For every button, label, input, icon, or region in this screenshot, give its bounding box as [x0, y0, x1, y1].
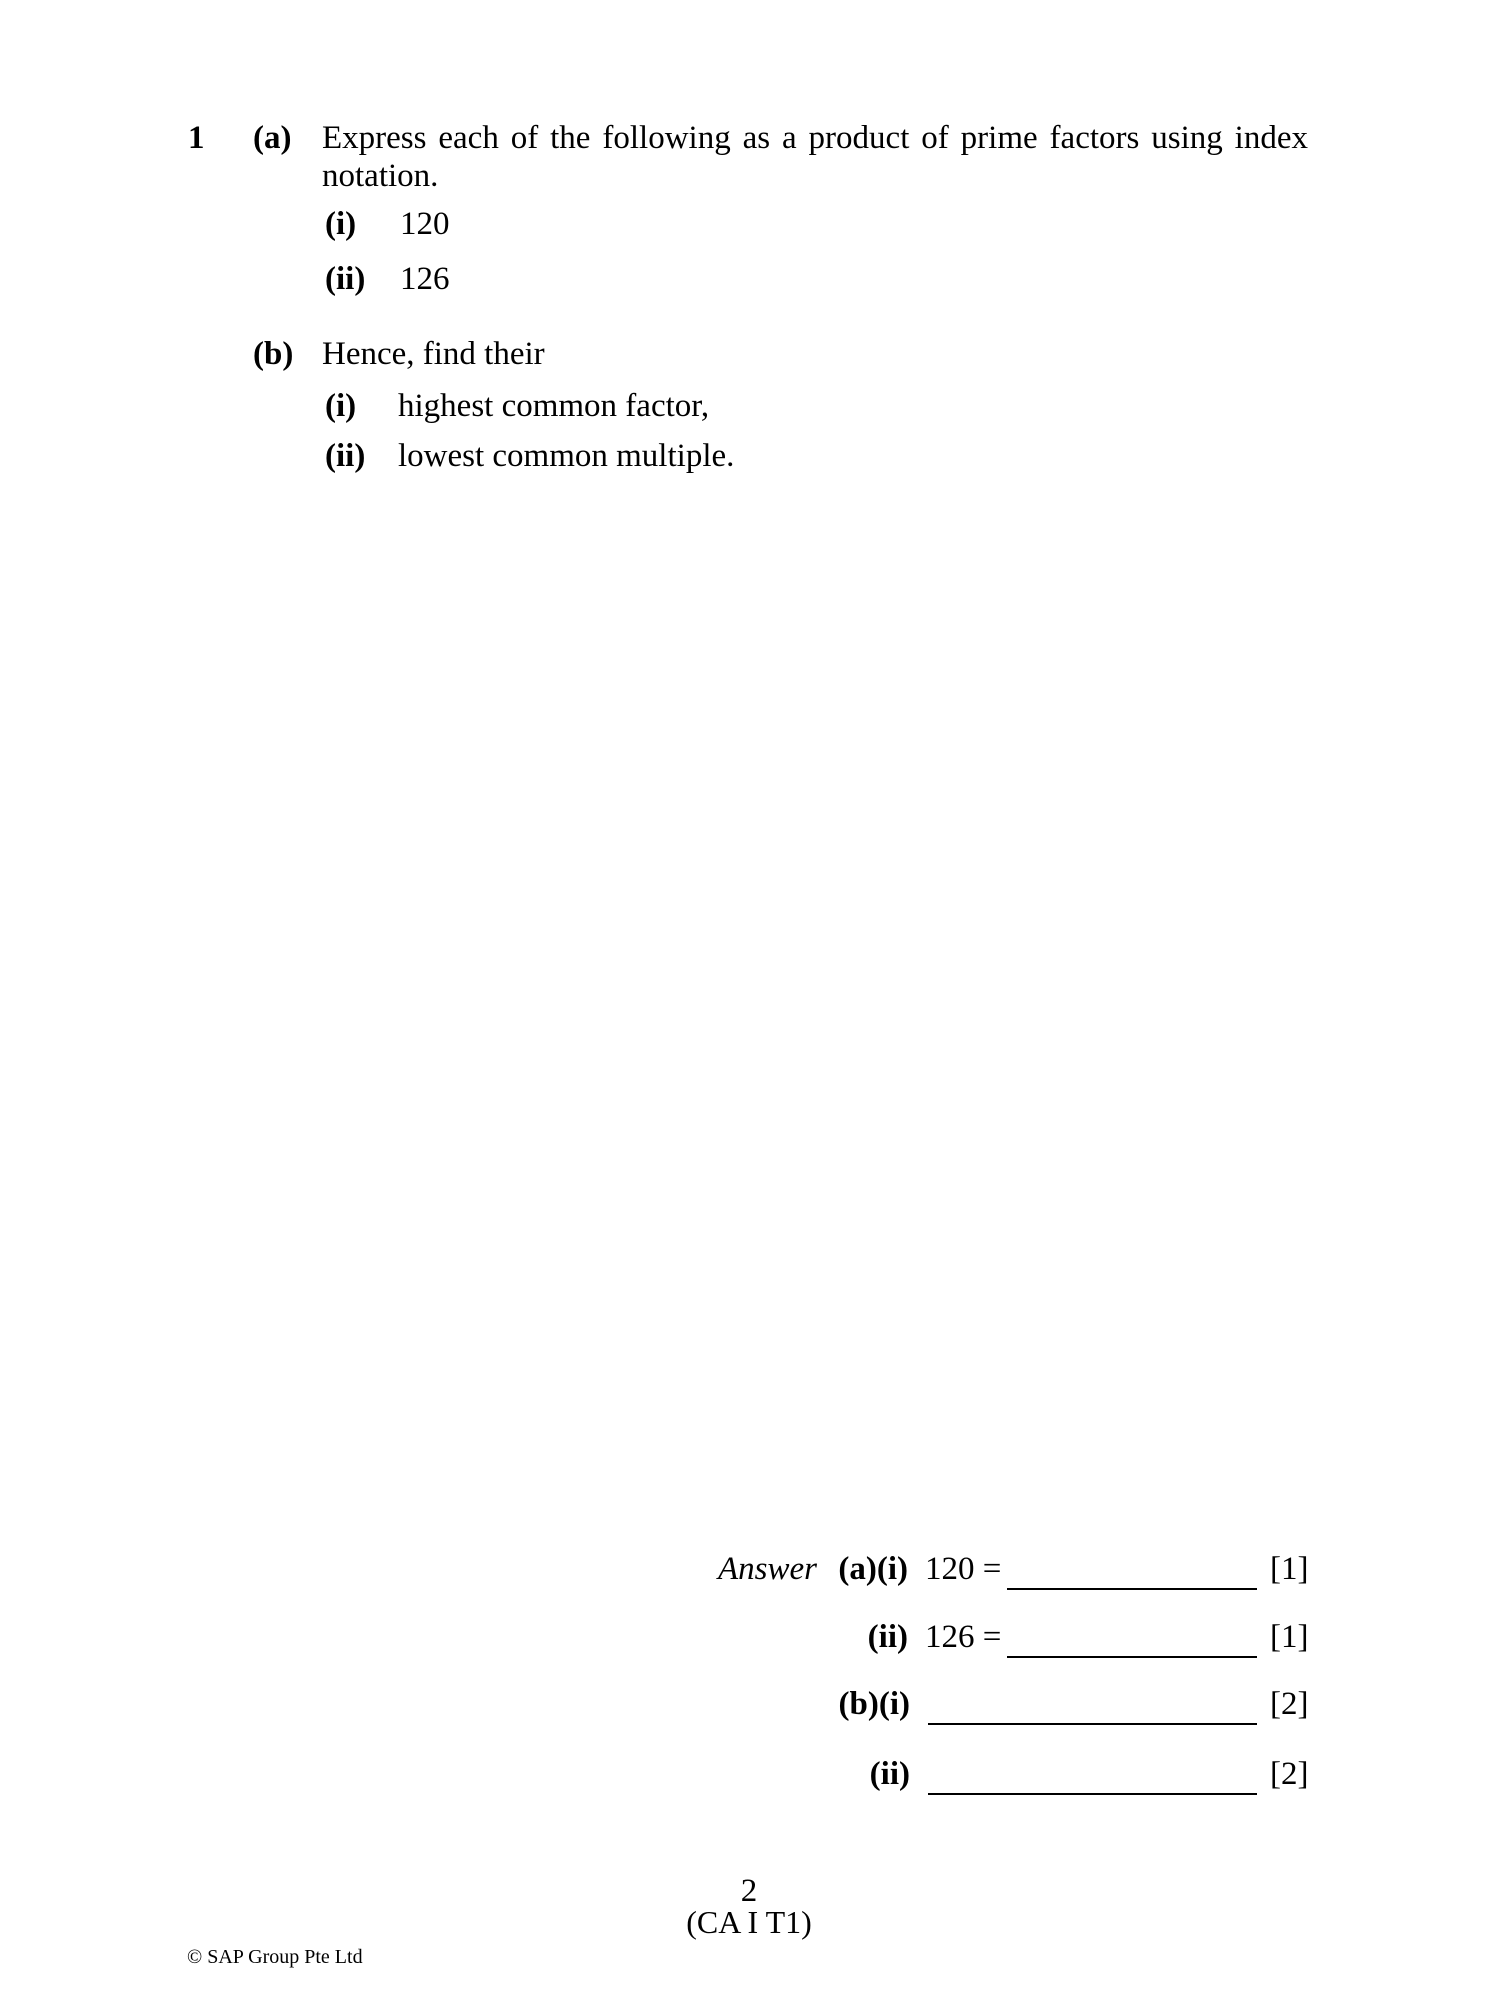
question-number: 1 — [188, 120, 205, 156]
answer-row-a-i-prefix: 120 = — [925, 1551, 1002, 1587]
page-number: 2 — [740, 1873, 758, 1909]
part-b-item-ii-label: (ii) — [325, 438, 366, 474]
part-a-text-line1: Express each of the following as a product of prime factors using index — [322, 120, 1308, 156]
answer-row-b-i-label: (b)(i) — [838, 1686, 910, 1722]
part-a-item-ii-label: (ii) — [325, 261, 366, 297]
answer-row-a-ii-label: (ii) — [867, 1619, 908, 1655]
part-b-item-i-label: (i) — [325, 388, 357, 424]
copyright-notice: © SAP Group Pte Ltd — [187, 1946, 363, 1968]
answer-row-b-ii-label: (ii) — [869, 1756, 910, 1792]
answer-marks-b-i: [2] — [1270, 1686, 1309, 1722]
part-a-text-line2: notation. — [322, 158, 439, 194]
part-b-text: Hence, find their — [322, 336, 545, 372]
part-b-label: (b) — [253, 336, 294, 372]
answer-blank-b-i — [928, 1685, 1257, 1725]
answer-marks-a-ii: [1] — [1270, 1619, 1309, 1655]
answer-blank-a-ii — [1007, 1618, 1257, 1658]
paper-code: (CA I T1) — [686, 1904, 812, 1940]
answer-marks-b-ii: [2] — [1270, 1756, 1309, 1792]
answer-marks-a-i: [1] — [1270, 1551, 1309, 1587]
answer-row-a-ii-prefix: 126 = — [925, 1619, 1002, 1655]
answer-blank-a-i — [1007, 1550, 1257, 1590]
answer-blank-b-ii — [928, 1755, 1257, 1795]
answer-label: Answer — [718, 1551, 817, 1587]
part-a-item-ii-value: 126 — [400, 261, 450, 297]
part-a-label: (a) — [253, 120, 292, 156]
part-b-item-ii-value: lowest common multiple. — [398, 438, 735, 474]
part-a-item-i-value: 120 — [400, 206, 450, 242]
answer-row-a-i-label: (a)(i) — [838, 1551, 908, 1587]
part-a-item-i-label: (i) — [325, 206, 357, 242]
part-b-item-i-value: highest common factor, — [398, 388, 710, 424]
